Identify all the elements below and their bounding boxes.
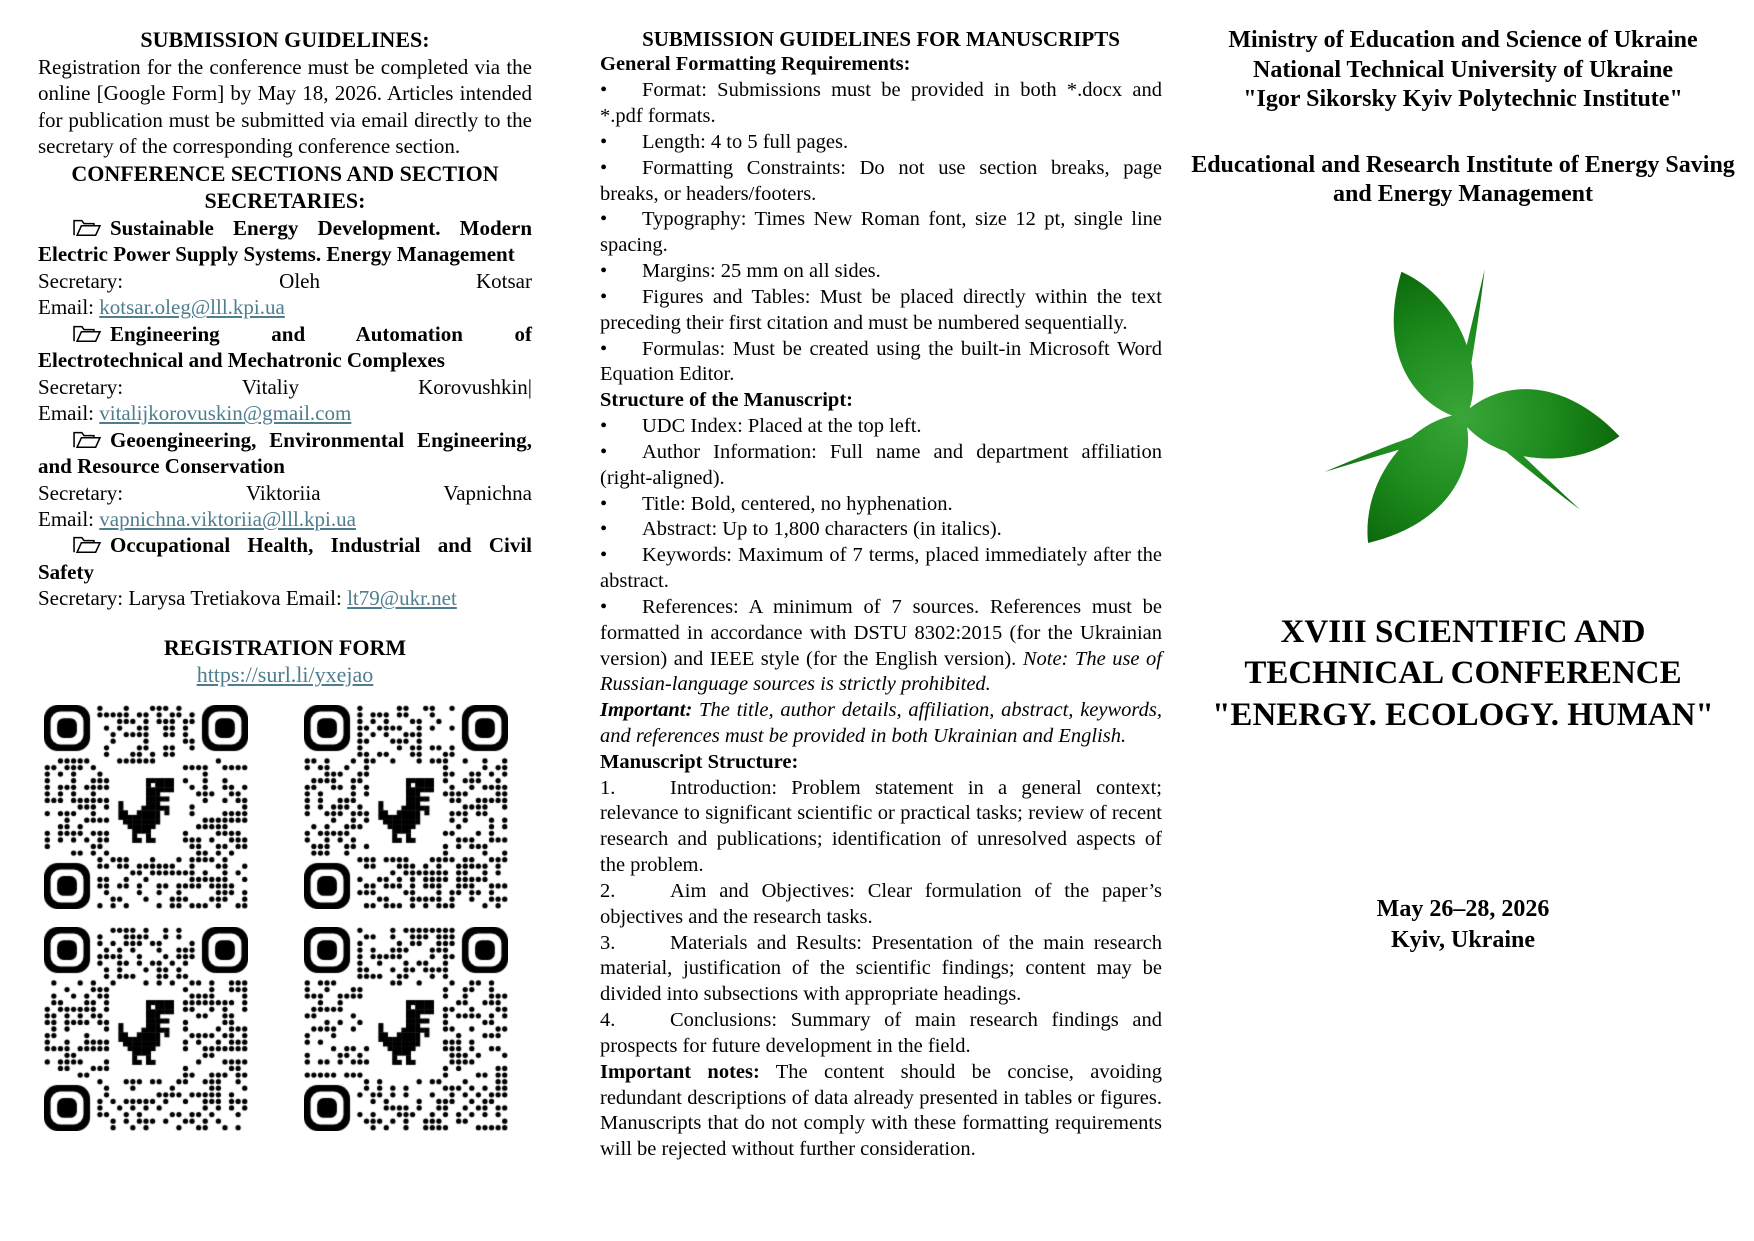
section-name: Occupational Health, Industrial and Civil Safety — [38, 533, 532, 584]
bullet-item: • References: A minimum of 7 sources. References must be formatted in accordance with DSTU 8302:2015 (for the Ukrainian version) and IEEE style (for the English version). Note: The use of Russian-language sources is strictly prohibited. — [600, 595, 1162, 696]
email-link[interactable]: lt79@ukr.net — [347, 586, 457, 611]
conference-dates: May 26–28, 2026 — [1376, 896, 1550, 923]
left-title: SUBMISSION GUIDELINES: — [140, 27, 430, 52]
left-panel — [38, 26, 532, 1131]
green-trefoil-leaves-logo — [1298, 252, 1628, 582]
institute-line: Educational and Research Institute of Energy Saving and Energy Management — [1191, 151, 1735, 208]
bullet-icon: • — [600, 337, 608, 360]
conference-title: XVIII SCIENTIFIC AND TECHNICAL CONFERENCE "ENERGY. ECOLOGY. HUMAN" — [1212, 613, 1714, 733]
email-line: Email: vitalijkorovuskin@gmail.com — [38, 401, 352, 426]
bullet-item: • Title: Bold, centered, no hyphenation. — [600, 492, 1162, 518]
submission-intro: Registration for the conference must be completed via the online [Google Form] by May 18, 2026. Articles intended for publication must be submitted via email directly to the secretary of the corresponding conference section. — [38, 54, 532, 159]
secretary-email-line: Secretary: Larysa Tretiakova Email: lt79@ukr.net — [38, 586, 457, 611]
open-folder-icon — [72, 429, 102, 448]
bullet-icon: • — [600, 79, 608, 102]
bullet-icon: • — [600, 156, 608, 179]
section-name: Engineering and Automation of Electrotechnical and Mechatronic Complexes — [38, 321, 532, 373]
conference-location: Kyiv, Ukraine — [1390, 926, 1535, 953]
middle-panel — [600, 26, 1162, 1163]
section-name: Geoengineering, Environmental Engineering, and Resource Conservation — [38, 427, 532, 479]
bullet-item: • Figures and Tables: Must be placed directly within the text preceding their first citation and must be numbered sequentially. — [600, 285, 1162, 334]
qr-code — [304, 927, 508, 1131]
qr-code — [304, 705, 508, 909]
bullet-item: • Typography: Times New Roman font, size 12 pt, single line spacing. — [600, 208, 1162, 257]
bullet-item: • Format: Submissions must be provided in both *.docx and *.pdf formats. — [600, 79, 1162, 128]
bullet-item: • Formulas: Must be created using the built-in Microsoft Word Equation Editor. — [600, 337, 1162, 386]
heading-general-formatting: General Formatting Requirements: — [600, 53, 911, 76]
registration-link[interactable]: https://surl.li/yxejao — [196, 662, 374, 688]
email-line: Email: kotsar.oleg@lll.kpi.ua — [38, 295, 285, 320]
numbered-item: 3. Materials and Results: Presentation of the main research material, justification of the scientific findings; content may be divided into subsections with appropriate headings. — [600, 931, 1162, 1006]
registration-title: REGISTRATION FORM — [163, 634, 407, 660]
open-folder-icon — [72, 323, 102, 342]
bullet-icon: • — [600, 285, 608, 308]
bullet-item: • Author Information: Full name and department affiliation (right-aligned). — [600, 440, 1162, 489]
bullet-item: • Length: 4 to 5 full pages. — [600, 130, 1162, 156]
bullet-item: • Abstract: Up to 1,800 characters (in italics). — [600, 517, 1162, 543]
university-line: National Technical University of Ukraine — [1252, 56, 1673, 83]
secretary-line: Secretary: Vitaliy Korovushkin| — [38, 374, 532, 399]
references-note: Note: The use of Russian-language sources is strictly prohibited. — [600, 647, 1162, 696]
secretary-line: Secretary: Oleh Kotsar — [38, 268, 532, 293]
numbered-item: 2. Aim and Objectives: Clear formulation of the paper’s objectives and the research tasks. — [600, 879, 1162, 928]
qr-code — [44, 705, 248, 909]
ministry-line: Ministry of Education and Science of Ukraine — [1228, 27, 1698, 53]
numbered-item: 1. Introduction: Problem statement in a general context; relevance to significant scientific or practical tasks; review of recent research and publications; identification of unresolved aspects of the problem. — [600, 776, 1162, 877]
right-panel — [1178, 26, 1748, 955]
bullet-item: • UDC Index: Placed at the top left. — [600, 414, 1162, 440]
important-notes-paragraph: Important notes: The content should be concise, avoiding redundant descriptions of data already presented in tables or figures. Manuscripts that do not comply with these formatting requirements will be rejected without further consideration. — [600, 1060, 1162, 1161]
bullet-icon: • — [600, 492, 608, 515]
open-folder-icon — [72, 534, 102, 553]
qr-code — [44, 927, 248, 1131]
email-line: Email: vapnichna.viktoriia@lll.kpi.ua — [38, 506, 356, 531]
email-link[interactable]: vitalijkorovuskin@gmail.com — [99, 401, 352, 426]
bullet-icon: • — [600, 208, 608, 231]
bullet-item: • Keywords: Maximum of 7 terms, placed immediately after the abstract. — [600, 544, 1162, 593]
section-name: Sustainable Energy Development. Modern Electric Power Supply Systems. Energy Management — [38, 215, 532, 267]
bullet-item: • Margins: 25 mm on all sides. — [600, 259, 1162, 285]
institute-logo — [1178, 252, 1748, 582]
bullet-icon: • — [600, 130, 608, 153]
qr-grid — [38, 705, 532, 1131]
sections-title: CONFERENCE SECTIONS AND SECTION SECRETARIES: — [71, 160, 499, 214]
open-folder-icon — [72, 217, 102, 236]
manuscript-guidelines-title: SUBMISSION GUIDELINES FOR MANUSCRIPTS — [642, 27, 1120, 51]
registration-url-line — [38, 661, 532, 689]
bullet-icon: • — [600, 260, 608, 283]
bullet-icon: • — [600, 415, 608, 438]
institute-quoted-line: "Igor Sikorsky Kyiv Polytechnic Institute" — [1243, 86, 1683, 113]
secretary-line: Secretary: Viktoriia Vapnichna — [38, 480, 532, 505]
heading-manuscript-structure: Manuscript Structure: — [600, 750, 799, 773]
email-link[interactable]: kotsar.oleg@lll.kpi.ua — [99, 295, 285, 320]
bullet-icon: • — [600, 544, 608, 567]
bullet-icon: • — [600, 440, 608, 463]
numbered-item: 4. Conclusions: Summary of main research findings and prospects for future development in the field. — [600, 1009, 1162, 1057]
bullet-icon: • — [600, 518, 608, 541]
dates-block — [1178, 894, 1748, 954]
bullet-icon: • — [600, 595, 608, 618]
bullet-item: • Formatting Constraints: Do not use section breaks, page breaks, or headers/footers. — [600, 156, 1162, 205]
email-link[interactable]: vapnichna.viktoriia@lll.kpi.ua — [99, 506, 356, 531]
heading-structure-manuscript: Structure of the Manuscript: — [600, 389, 853, 412]
important-paragraph: Important: The title, author details, affiliation, abstract, keywords, and references must be provided in both Ukrainian and English. — [600, 699, 1162, 747]
